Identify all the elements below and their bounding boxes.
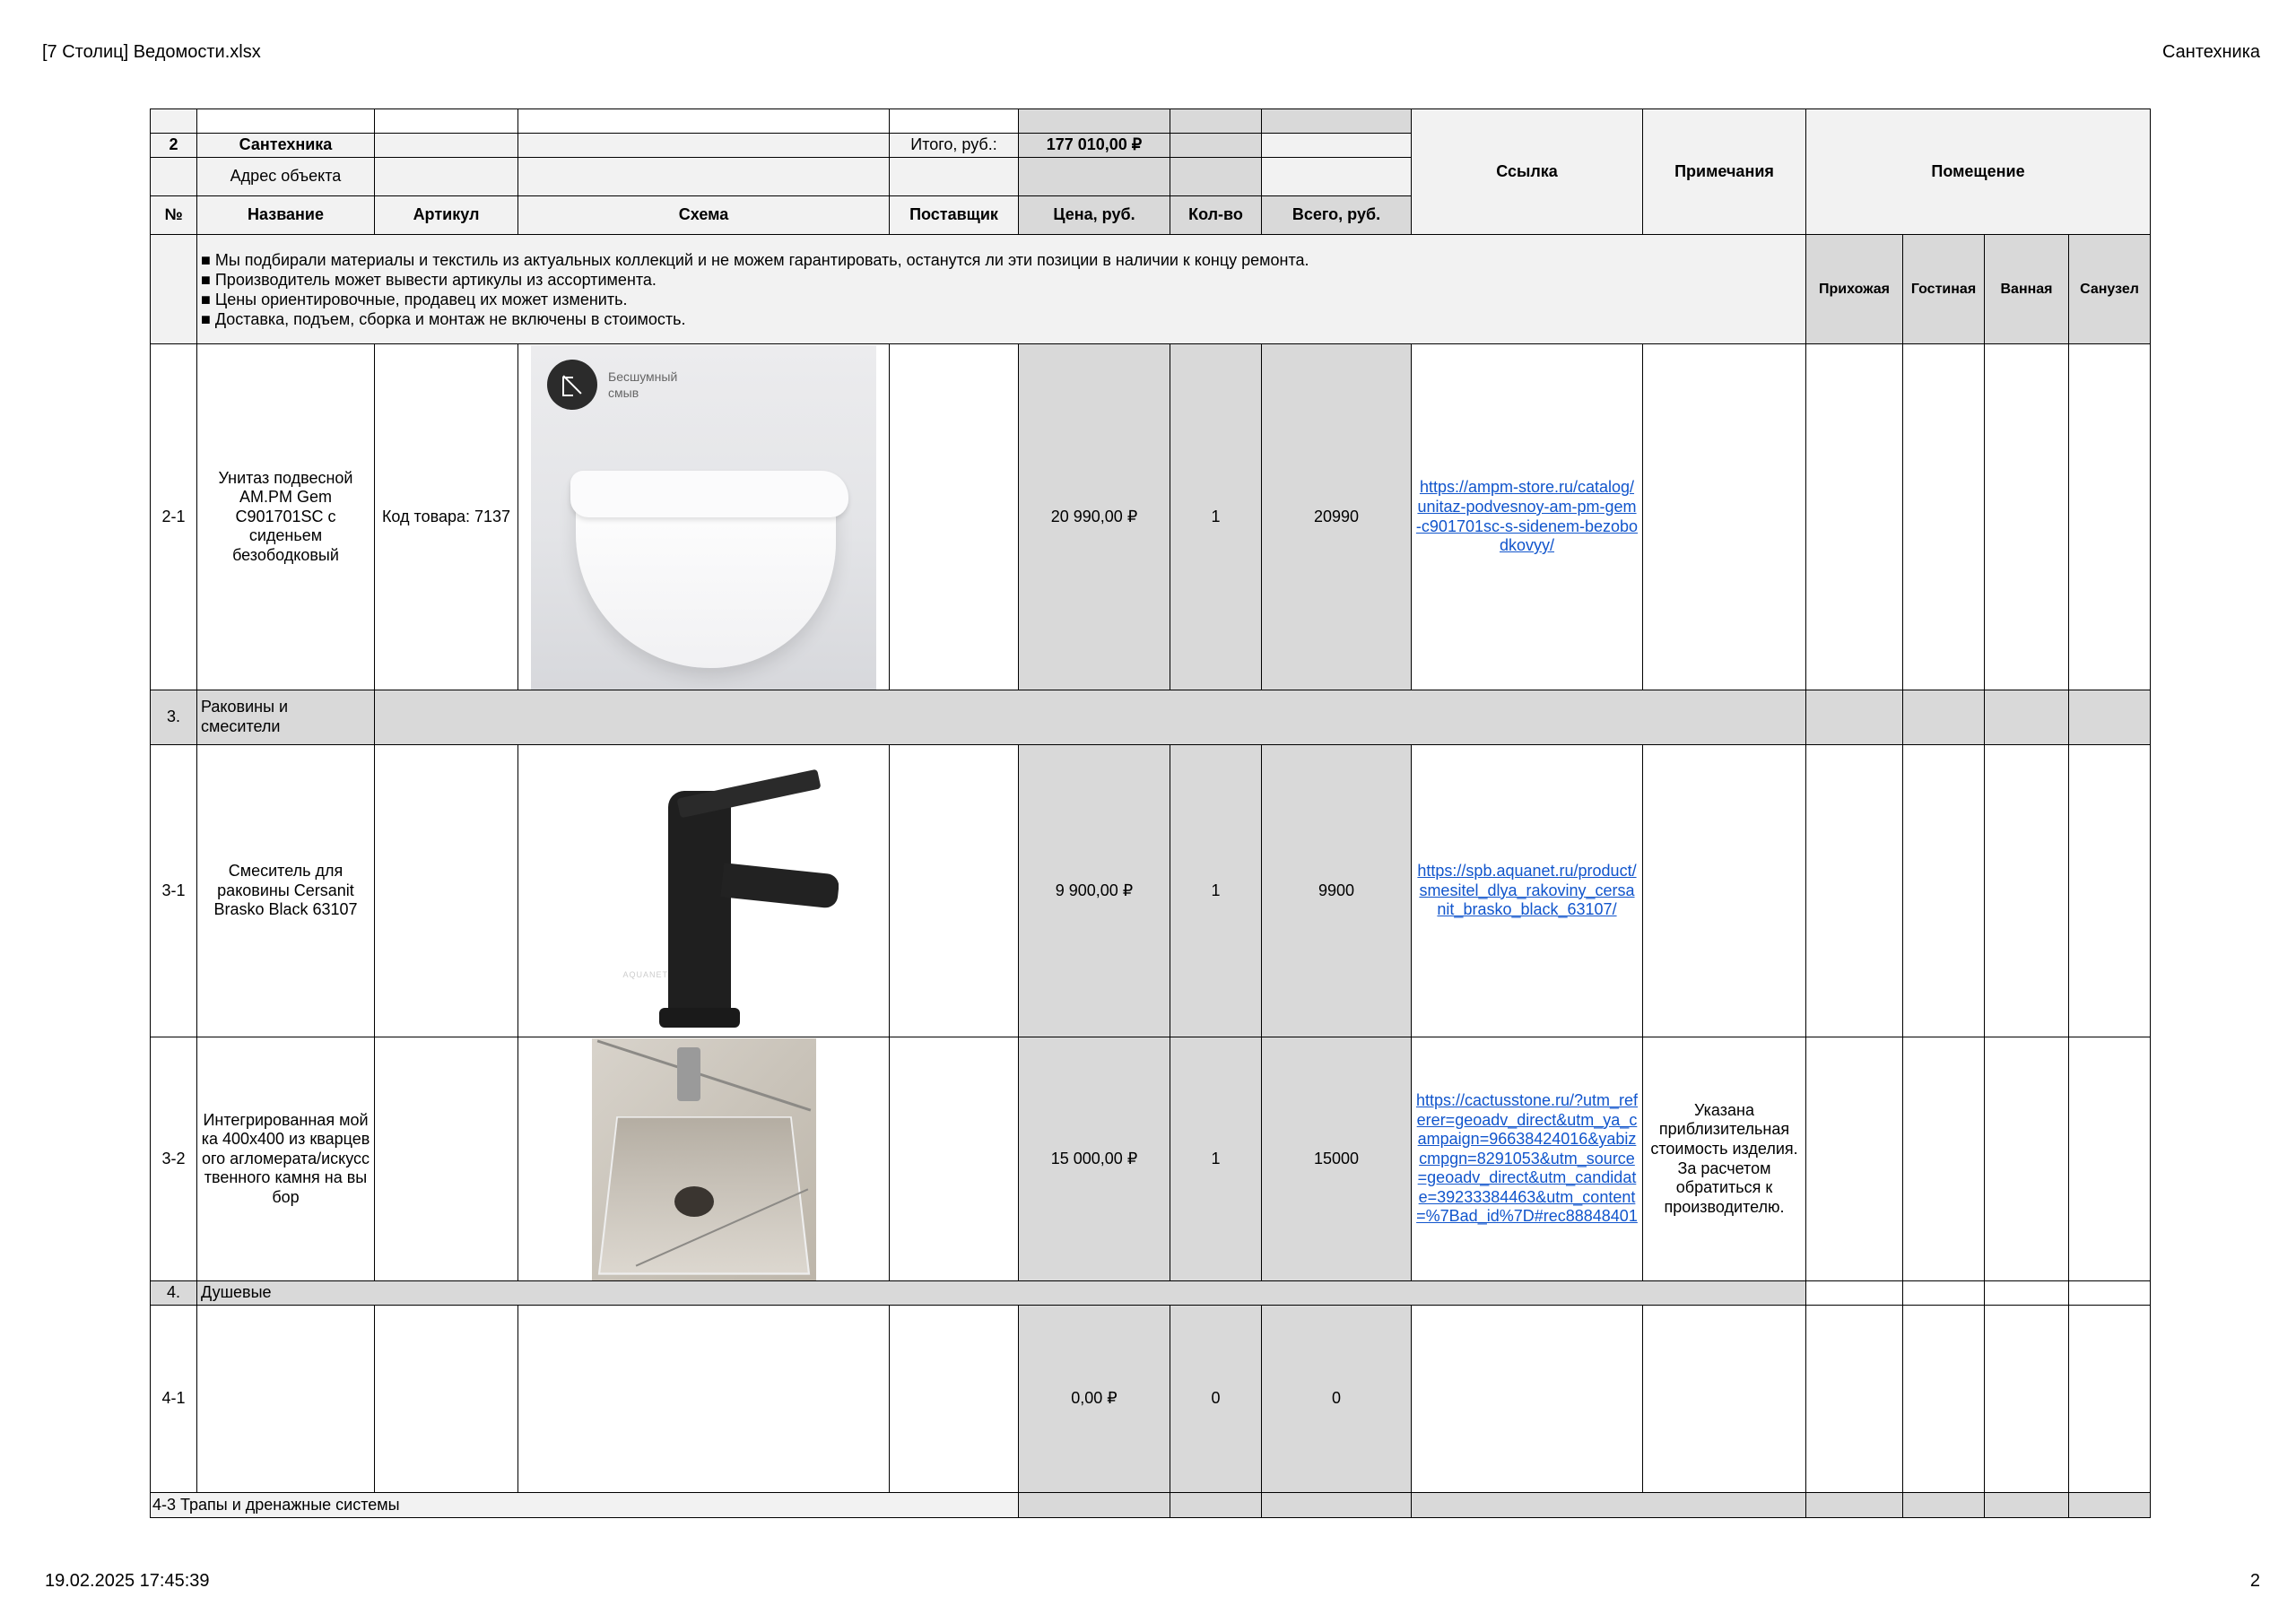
header-room: Помещение [1806, 109, 2151, 235]
item-price: 9 900,00 ₽ [1019, 745, 1170, 1037]
item-price: 0,00 ₽ [1019, 1306, 1170, 1493]
page-number: 2 [2249, 1571, 2260, 1591]
group-number: 4. [151, 1281, 197, 1306]
faucet-body [668, 791, 731, 1024]
image-badge-text: Бесшумный смыв [608, 369, 678, 400]
item-qty: 1 [1170, 344, 1262, 690]
faucet-spout [720, 863, 839, 908]
notes-row [151, 235, 2151, 344]
faucet-image [570, 748, 839, 1035]
disclaimer-notes [197, 235, 1806, 344]
mute-icon [547, 360, 597, 410]
watermark: AQUANET [622, 969, 669, 979]
marble-vein [596, 1039, 811, 1111]
group-number: 3. [151, 690, 197, 745]
group-title: Раковины и смесители [197, 690, 375, 745]
header-name: Название [197, 196, 375, 235]
spreadsheet-table [150, 108, 2151, 1518]
sink-drain [674, 1186, 714, 1217]
header-no: № [151, 196, 197, 235]
sheet-name: Сантехника [2162, 42, 2260, 62]
header-article: Артикул [375, 196, 518, 235]
item-article: Код товара: 7137 [375, 344, 518, 690]
section-title: Сантехника [197, 134, 375, 158]
table-row [151, 745, 2151, 1037]
table-row [151, 344, 2151, 690]
group-title: Душевые [197, 1281, 1806, 1306]
item-scheme [518, 1037, 890, 1281]
item-qty: 1 [1170, 1037, 1262, 1281]
document-title: [7 Столиц] Ведомости.xlsx [42, 42, 261, 62]
sink-image [592, 1038, 816, 1280]
header-sum: Всего, руб. [1262, 196, 1412, 235]
item-number: 3-1 [151, 745, 197, 1037]
item-note: Указана приблизительная стоимость изделия. За расчетом обратиться к производителю. [1643, 1037, 1806, 1281]
toilet-image [531, 345, 876, 690]
item-sum: 9900 [1262, 745, 1412, 1037]
item-link[interactable]: https://spb.aquanet.ru/product/smesitel_dlya_rakoviny_cersanit_brasko_black_63107/ [1417, 862, 1637, 919]
section-number: 2 [151, 134, 197, 158]
header-price: Цена, руб. [1019, 196, 1170, 235]
header-notes: Примечания [1643, 109, 1806, 235]
note-line: ■ Цены ориентировочные, продавец их может изменить. [201, 290, 628, 308]
item-price: 15 000,00 ₽ [1019, 1037, 1170, 1281]
group-title: 4-3 Трапы и дренажные системы [151, 1493, 1019, 1518]
item-scheme [518, 344, 890, 690]
table-row [151, 109, 2151, 134]
header-scheme: Схема [518, 196, 890, 235]
item-number: 4-1 [151, 1306, 197, 1493]
item-sum: 15000 [1262, 1037, 1412, 1281]
header-link: Ссылка [1412, 109, 1643, 235]
item-number: 3-2 [151, 1037, 197, 1281]
group-row [151, 690, 2151, 745]
item-qty: 0 [1170, 1306, 1262, 1493]
room-bathroom: Ванная [1985, 235, 2069, 344]
header-qty: Кол-во [1170, 196, 1262, 235]
toilet-lid [570, 471, 848, 517]
note-line: ■ Доставка, подъем, сборка и монтаж не включены в стоимость. [201, 309, 686, 328]
note-line: ■ Производитель может вывести артикулы из ассортимента. [201, 270, 657, 289]
note-line: ■ Мы подбирали материалы и текстиль из актуальных коллекций и не можем гарантировать, останутся ли эти позиции в наличии к концу ремонта. [201, 250, 1309, 269]
total-value: 177 010,00 ₽ [1019, 134, 1170, 158]
total-label: Итого, руб.: [890, 134, 1019, 158]
header-supplier: Поставщик [890, 196, 1019, 235]
item-scheme [518, 745, 890, 1037]
item-number: 2-1 [151, 344, 197, 690]
group-row [151, 1281, 2151, 1306]
item-sum: 0 [1262, 1306, 1412, 1493]
item-price: 20 990,00 ₽ [1019, 344, 1170, 690]
room-living: Гостиная [1903, 235, 1985, 344]
group-row [151, 1493, 2151, 1518]
room-hallway: Прихожая [1806, 235, 1903, 344]
item-qty: 1 [1170, 745, 1262, 1037]
item-name: Унитаз подвесной AM.PM Gem C901701SC с сиденьем безободковый [197, 344, 375, 690]
address-label: Адрес объекта [197, 158, 375, 196]
item-link[interactable]: https://cactusstone.ru/?utm_referer=geoadv_direct&utm_ya_campaign=96638424016&yabizcmpgn=8291053&utm_source=geoadv_direct&utm_candidate=39233384463&utm_content=%7Bad_id%7D#rec88848401 [1415, 1090, 1639, 1226]
table-row [151, 1306, 2151, 1493]
table-row [151, 1037, 2151, 1281]
item-name: Интегрированная мойка 400х400 из кварцевого агломерата/искусственного камня на выбор [197, 1037, 375, 1281]
faucet-base [659, 1008, 740, 1028]
item-sum: 20990 [1262, 344, 1412, 690]
print-date: 19.02.2025 17:45:39 [45, 1571, 210, 1591]
room-toilet: Санузел [2069, 235, 2151, 344]
item-name: Смеситель для раковины Cersanit Brasko Black 63107 [197, 745, 375, 1037]
item-link[interactable]: https://ampm-store.ru/catalog/unitaz-podvesnoy-am-pm-gem-c901701sc-s-sidenem-bezobodkovyy/ [1415, 478, 1639, 555]
sink-tap [677, 1047, 700, 1101]
